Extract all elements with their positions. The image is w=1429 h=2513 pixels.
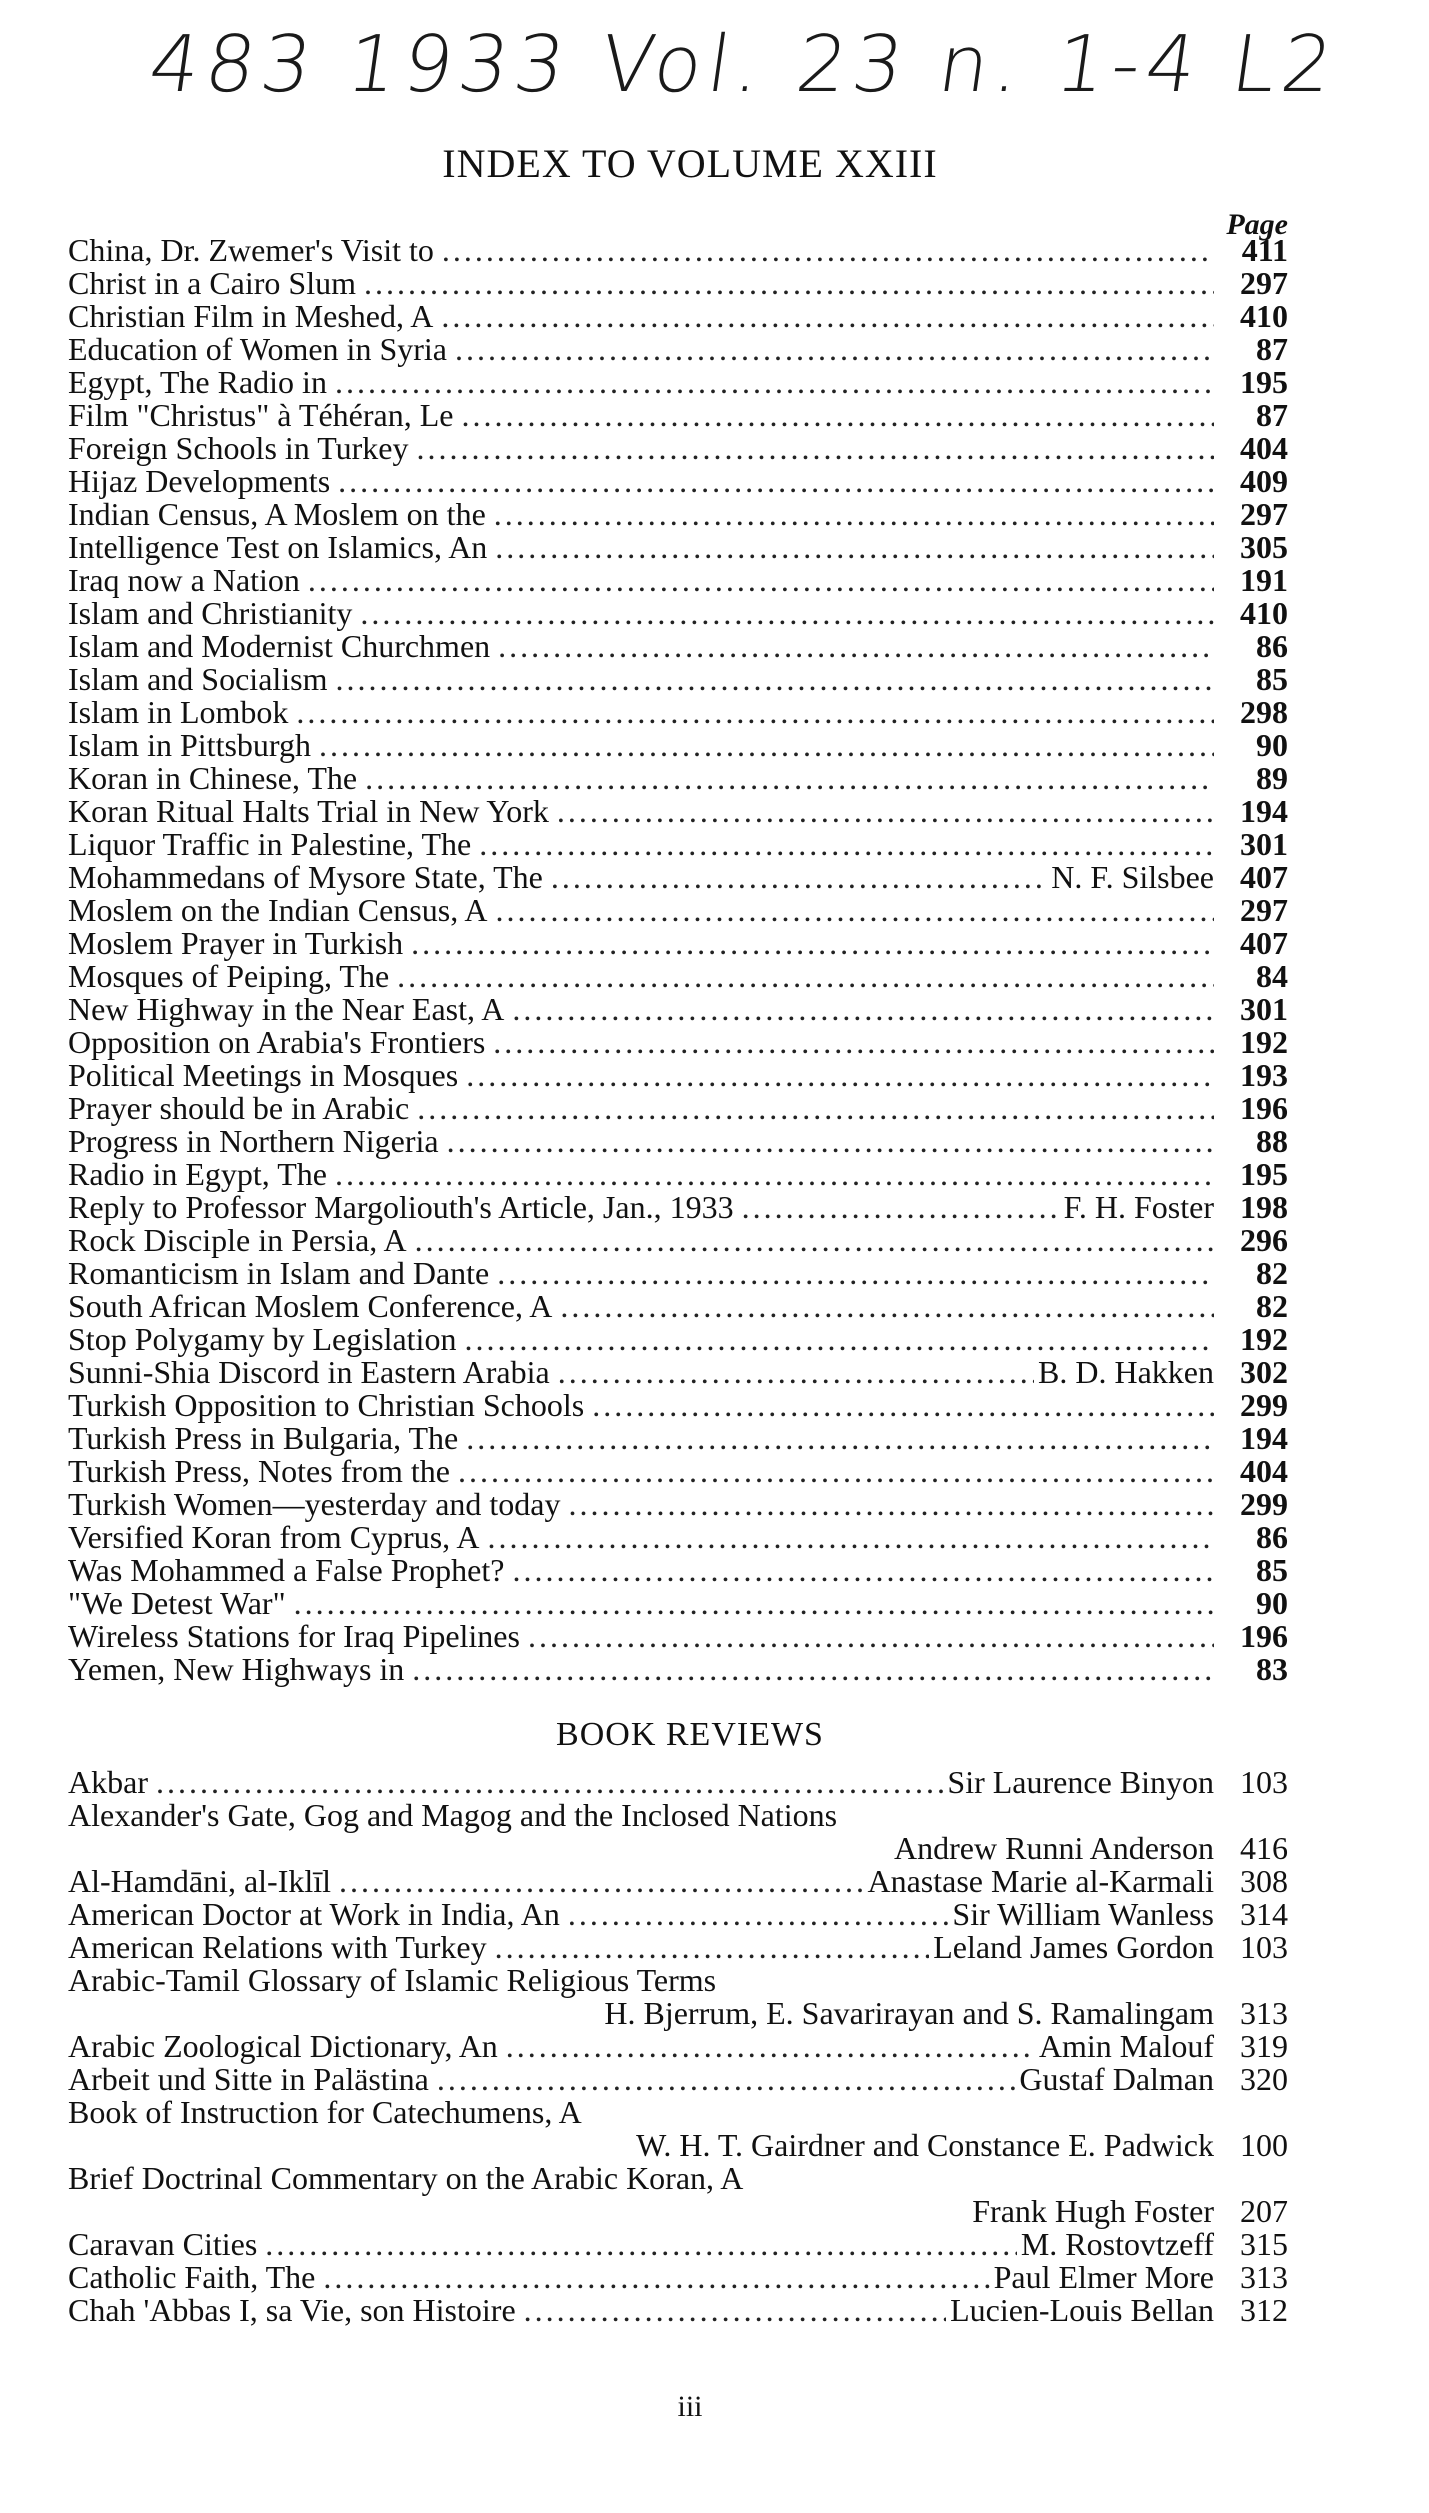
entry-title: Foreign Schools in Turkey — [68, 430, 409, 466]
review-page: 320 — [1240, 2061, 1288, 2097]
dot-leader — [734, 1191, 1060, 1224]
index-entry — [68, 1323, 1288, 1356]
entry-title: Turkish Opposition to Christian Schools — [68, 1387, 585, 1423]
entry-title: Turkish Press, Notes from the — [68, 1453, 450, 1489]
dot-leader — [471, 828, 1214, 861]
review-author: Sir William Wanless — [952, 1896, 1214, 1932]
index-entry — [68, 1389, 1288, 1422]
index-entry — [68, 267, 1288, 300]
review-title: American Doctor at Work in India, An — [68, 1896, 560, 1932]
review-author: Lucien-Louis Bellan — [950, 2292, 1214, 2328]
entry-title: Rock Disciple in Persia, A — [68, 1222, 407, 1258]
review-page: 313 — [1240, 1995, 1288, 2031]
review-title: Alexander's Gate, Gog and Magog and the Inclosed Nations — [68, 1797, 838, 1833]
entry-page: 87 — [1256, 331, 1288, 367]
entry-page: 404 — [1240, 430, 1288, 466]
dot-leader — [288, 696, 1214, 729]
entry-title: Islam in Pittsburgh — [68, 727, 311, 763]
entry-page: 85 — [1256, 1552, 1288, 1588]
entry-author: B. D. Hakken — [1038, 1354, 1214, 1390]
dot-leader — [453, 399, 1214, 432]
entry-title: Koran in Chinese, The — [68, 760, 358, 796]
entry-page: 193 — [1240, 1057, 1288, 1093]
dot-leader — [504, 993, 1214, 1026]
entry-page: 195 — [1240, 364, 1288, 400]
entry-title: Liquor Traffic in Palestine, The — [68, 826, 472, 862]
dot-leader — [330, 465, 1214, 498]
review-page: 416 — [1240, 1830, 1288, 1866]
review-title: Chah 'Abbas I, sa Vie, son Histoire — [68, 2292, 516, 2328]
index-entry — [68, 1488, 1288, 1521]
index-entry — [68, 1290, 1288, 1323]
dot-leader — [407, 1224, 1214, 1257]
dot-leader — [300, 564, 1214, 597]
entry-page: 90 — [1256, 1585, 1288, 1621]
entry-page: 88 — [1256, 1123, 1288, 1159]
entry-title: Turkish Press in Bulgaria, The — [68, 1420, 459, 1456]
review-entry — [68, 1931, 1288, 1964]
dot-leader — [389, 960, 1214, 993]
review-author-line — [68, 2195, 1288, 2228]
dot-leader — [433, 300, 1214, 333]
review-author: Gustaf Dalman — [1019, 2061, 1214, 2097]
index-entry — [68, 927, 1288, 960]
dot-leader — [148, 1766, 943, 1799]
dot-leader — [352, 597, 1214, 630]
index-entry — [68, 1356, 1288, 1389]
entry-page: 86 — [1256, 1519, 1288, 1555]
entry-page: 299 — [1240, 1387, 1288, 1423]
dot-leader — [456, 1323, 1214, 1356]
entry-page: 82 — [1256, 1255, 1288, 1291]
entry-page: 192 — [1240, 1024, 1288, 1060]
entry-page: 196 — [1240, 1090, 1288, 1126]
index-entry — [68, 564, 1288, 597]
review-author: Leland James Gordon — [933, 1929, 1214, 1965]
entry-title: Hijaz Developments — [68, 463, 331, 499]
entry-title: Islam and Socialism — [68, 661, 328, 697]
index-entry — [68, 432, 1288, 465]
review-page: 103 — [1240, 1929, 1288, 1965]
index-entry — [68, 1092, 1288, 1125]
review-author: Anastase Marie al-Karmali — [867, 1863, 1214, 1899]
entry-page: 86 — [1256, 628, 1288, 664]
index-entry — [68, 696, 1288, 729]
dot-leader — [560, 1488, 1214, 1521]
book-reviews-heading: BOOK REVIEWS — [556, 1716, 824, 1753]
page-folio: iii — [677, 2390, 703, 2423]
dot-leader — [356, 267, 1214, 300]
entry-page: 297 — [1240, 892, 1288, 928]
dot-leader — [450, 1455, 1214, 1488]
dot-leader — [257, 2228, 1017, 2261]
entry-page: 302 — [1240, 1354, 1288, 1390]
review-page: 100 — [1240, 2127, 1288, 2163]
entry-title: Versified Koran from Cyprus, A — [68, 1519, 480, 1555]
index-entry — [68, 1224, 1288, 1257]
index-entry — [68, 399, 1288, 432]
entry-title: Islam in Lombok — [68, 694, 289, 730]
entry-title: Egypt, The Radio in — [68, 364, 327, 400]
entry-title: Turkish Women—yesterday and today — [68, 1486, 561, 1522]
dot-leader — [404, 1653, 1214, 1686]
review-entry — [68, 1766, 1288, 1799]
entry-title: Islam and Modernist Churchmen — [68, 628, 491, 664]
dot-leader — [487, 1931, 930, 1964]
review-entry — [68, 2294, 1288, 2327]
index-entry — [68, 630, 1288, 663]
entry-title: Mosques of Peiping, The — [68, 958, 390, 994]
dot-leader — [408, 432, 1214, 465]
entry-title: Yemen, New Highways in — [68, 1651, 405, 1687]
dot-leader — [328, 663, 1214, 696]
index-entry — [68, 993, 1288, 1026]
review-entry — [68, 1964, 1288, 1997]
book-reviews-list — [68, 1766, 1288, 2327]
index-entry — [68, 729, 1288, 762]
index-entry — [68, 1125, 1288, 1158]
entry-page: 298 — [1240, 694, 1288, 730]
entry-title: Prayer should be in Arabic — [68, 1090, 410, 1126]
review-entry — [68, 2063, 1288, 2096]
entry-page: 196 — [1240, 1618, 1288, 1654]
review-entry — [68, 1865, 1288, 1898]
entry-title: Reply to Professor Margoliouth's Article, Jan., 1933 — [68, 1189, 734, 1225]
entry-page: 409 — [1240, 463, 1288, 499]
review-page: 313 — [1240, 2259, 1288, 2295]
index-entry — [68, 1521, 1288, 1554]
dot-leader — [489, 1257, 1214, 1290]
entry-title: Sunni-Shia Discord in Eastern Arabia — [68, 1354, 550, 1390]
dot-leader — [458, 1422, 1214, 1455]
entry-page: 305 — [1240, 529, 1288, 565]
dot-leader — [409, 1092, 1214, 1125]
index-entry — [68, 531, 1288, 564]
entry-page: 194 — [1240, 793, 1288, 829]
entry-page: 198 — [1240, 1189, 1288, 1225]
index-entry — [68, 1257, 1288, 1290]
index-entry — [68, 960, 1288, 993]
entry-page: 404 — [1240, 1453, 1288, 1489]
dot-leader — [434, 234, 1214, 267]
entry-page: 296 — [1240, 1222, 1288, 1258]
dot-leader — [543, 861, 1047, 894]
index-entry — [68, 597, 1288, 630]
page-column-heading: Page — [1226, 208, 1288, 241]
index-entry — [68, 1620, 1288, 1653]
index-entry — [68, 894, 1288, 927]
review-entry — [68, 2261, 1288, 2294]
index-entry — [68, 1554, 1288, 1587]
review-author-line — [68, 1832, 1288, 1865]
entry-page: 410 — [1240, 595, 1288, 631]
dot-leader — [486, 498, 1214, 531]
dot-leader — [479, 1521, 1214, 1554]
entry-page: 84 — [1256, 958, 1288, 994]
dot-leader — [447, 333, 1214, 366]
entry-title: Opposition on Arabia's Frontiers — [68, 1024, 486, 1060]
review-author-line — [68, 2129, 1288, 2162]
index-entry — [68, 861, 1288, 894]
entry-title: Christ in a Cairo Slum — [68, 265, 356, 301]
entry-page: 85 — [1256, 661, 1288, 697]
review-title: Al-Hamdāni, al-Iklīl — [68, 1863, 332, 1899]
review-author: Amin Malouf — [1038, 2028, 1214, 2064]
index-entry — [68, 1653, 1288, 1686]
dot-leader — [560, 1898, 949, 1931]
entry-title: Indian Census, A Moslem on the — [68, 496, 486, 532]
entry-title: Political Meetings in Mosques — [68, 1057, 459, 1093]
index-entry — [68, 795, 1288, 828]
dot-leader — [327, 366, 1214, 399]
entry-author: F. H. Foster — [1063, 1189, 1214, 1225]
entry-page: 301 — [1240, 991, 1288, 1027]
review-title: American Relations with Turkey — [68, 1929, 487, 1965]
entry-page: 83 — [1256, 1651, 1288, 1687]
dot-leader — [498, 2030, 1035, 2063]
entry-page: 89 — [1256, 760, 1288, 796]
entry-title: Koran Ritual Halts Trial in New York — [68, 793, 549, 829]
entry-page: 407 — [1240, 925, 1288, 961]
dot-leader — [485, 1026, 1214, 1059]
entry-title: Romanticism in Islam and Dante — [68, 1255, 490, 1291]
review-author-line — [68, 1997, 1288, 2030]
entry-page: 192 — [1240, 1321, 1288, 1357]
dot-leader — [584, 1389, 1214, 1422]
index-entry — [68, 828, 1288, 861]
dot-leader — [403, 927, 1214, 960]
index-entry — [68, 1158, 1288, 1191]
entry-page: 195 — [1240, 1156, 1288, 1192]
index-entry — [68, 1455, 1288, 1488]
review-author: H. Bjerrum, E. Savarirayan and S. Ramalingam — [604, 1995, 1214, 2031]
entry-title: Education of Women in Syria — [68, 331, 447, 367]
handwritten-annotation: 483 1933 Vol. 23 n. 1-4 L2 — [143, 20, 1344, 110]
review-title: Brief Doctrinal Commentary on the Arabic Koran, A — [68, 2160, 744, 2196]
entry-page: 410 — [1240, 298, 1288, 334]
review-page: 207 — [1240, 2193, 1288, 2229]
dot-leader — [439, 1125, 1214, 1158]
index-entry — [68, 366, 1288, 399]
review-title: Arabic Zoological Dictionary, An — [68, 2028, 498, 2064]
review-entry — [68, 2228, 1288, 2261]
index-entry — [68, 1422, 1288, 1455]
dot-leader — [490, 630, 1214, 663]
review-entry — [68, 1799, 1288, 1832]
dot-leader — [488, 894, 1214, 927]
review-entry — [68, 2030, 1288, 2063]
review-title: Book of Instruction for Catechumens, A — [68, 2094, 582, 2130]
entry-title: Iraq now a Nation — [68, 562, 300, 598]
entry-page: 299 — [1240, 1486, 1288, 1522]
review-page: 312 — [1240, 2292, 1288, 2328]
review-entry — [68, 1898, 1288, 1931]
entry-page: 87 — [1256, 397, 1288, 433]
dot-leader — [550, 1356, 1034, 1389]
entry-title: Progress in Northern Nigeria — [68, 1123, 439, 1159]
dot-leader — [458, 1059, 1214, 1092]
entry-title: China, Dr. Zwemer's Visit to — [68, 232, 434, 268]
review-author: M. Rostovtzeff — [1020, 2226, 1214, 2262]
dot-leader — [520, 1620, 1214, 1653]
index-entry — [68, 1059, 1288, 1092]
index-entry — [68, 333, 1288, 366]
index-entry — [68, 762, 1288, 795]
entry-page: 297 — [1240, 265, 1288, 301]
entry-title: "We Detest War" — [68, 1585, 286, 1621]
entry-page: 191 — [1240, 562, 1288, 598]
review-page: 319 — [1240, 2028, 1288, 2064]
index-entry — [68, 1587, 1288, 1620]
index-entry — [68, 300, 1288, 333]
entry-title: Christian Film in Meshed, A — [68, 298, 434, 334]
review-title: Arbeit und Sitte in Palästina — [68, 2061, 429, 2097]
review-page: 315 — [1240, 2226, 1288, 2262]
entry-title: Moslem Prayer in Turkish — [68, 925, 404, 961]
review-title: Catholic Faith, The — [68, 2259, 316, 2295]
entry-page: 82 — [1256, 1288, 1288, 1324]
entry-page: 297 — [1240, 496, 1288, 532]
entry-title: South African Moslem Conference, A — [68, 1288, 553, 1324]
entry-author: N. F. Silsbee — [1051, 859, 1214, 895]
index-entry — [68, 234, 1288, 267]
dot-leader — [311, 729, 1214, 762]
index-entry — [68, 1191, 1288, 1224]
entry-page: 90 — [1256, 727, 1288, 763]
entry-title: Mohammedans of Mysore State, The — [68, 859, 543, 895]
dot-leader — [504, 1554, 1214, 1587]
dot-leader — [315, 2261, 989, 2294]
review-page: 103 — [1240, 1764, 1288, 1800]
entry-title: Wireless Stations for Iraq Pipelines — [68, 1618, 520, 1654]
entry-title: Stop Polygamy by Legislation — [68, 1321, 457, 1357]
review-page: 314 — [1240, 1896, 1288, 1932]
dot-leader — [487, 531, 1214, 564]
index-list — [68, 234, 1288, 1686]
review-author: Sir Laurence Binyon — [947, 1764, 1214, 1800]
entry-title: Moslem on the Indian Census, A — [68, 892, 488, 928]
review-entry — [68, 2162, 1288, 2195]
review-title: Caravan Cities — [68, 2226, 258, 2262]
review-title: Arabic-Tamil Glossary of Islamic Religious Terms — [68, 1962, 717, 1998]
index-entry — [68, 1026, 1288, 1059]
page-title: INDEX TO VOLUME XXIII — [442, 141, 938, 186]
dot-leader — [327, 1158, 1214, 1191]
review-page: 308 — [1240, 1863, 1288, 1899]
review-author: Paul Elmer More — [993, 2259, 1214, 2295]
entry-title: Radio in Egypt, The — [68, 1156, 327, 1192]
index-entry — [68, 663, 1288, 696]
review-author: Andrew Runni Anderson — [894, 1830, 1214, 1866]
entry-title: Was Mohammed a False Prophet? — [68, 1552, 505, 1588]
entry-title: Islam and Christianity — [68, 595, 353, 631]
dot-leader — [286, 1587, 1214, 1620]
review-entry — [68, 2096, 1288, 2129]
dot-leader — [549, 795, 1214, 828]
review-author: Frank Hugh Foster — [972, 2193, 1214, 2229]
entry-page: 411 — [1241, 232, 1288, 268]
entry-page: 301 — [1240, 826, 1288, 862]
dot-leader — [331, 1865, 863, 1898]
index-entry — [68, 465, 1288, 498]
entry-title: Film "Christus" à Téhéran, Le — [68, 397, 454, 433]
entry-title: Intelligence Test on Islamics, An — [68, 529, 488, 565]
dot-leader — [357, 762, 1214, 795]
entry-page: 407 — [1240, 859, 1288, 895]
index-entry — [68, 498, 1288, 531]
dot-leader — [516, 2294, 946, 2327]
dot-leader — [552, 1290, 1214, 1323]
review-title: Akbar — [68, 1764, 148, 1800]
entry-page: 194 — [1240, 1420, 1288, 1456]
review-author: W. H. T. Gairdner and Constance E. Padwick — [636, 2127, 1214, 2163]
dot-leader — [429, 2063, 1016, 2096]
entry-title: New Highway in the Near East, A — [68, 991, 505, 1027]
